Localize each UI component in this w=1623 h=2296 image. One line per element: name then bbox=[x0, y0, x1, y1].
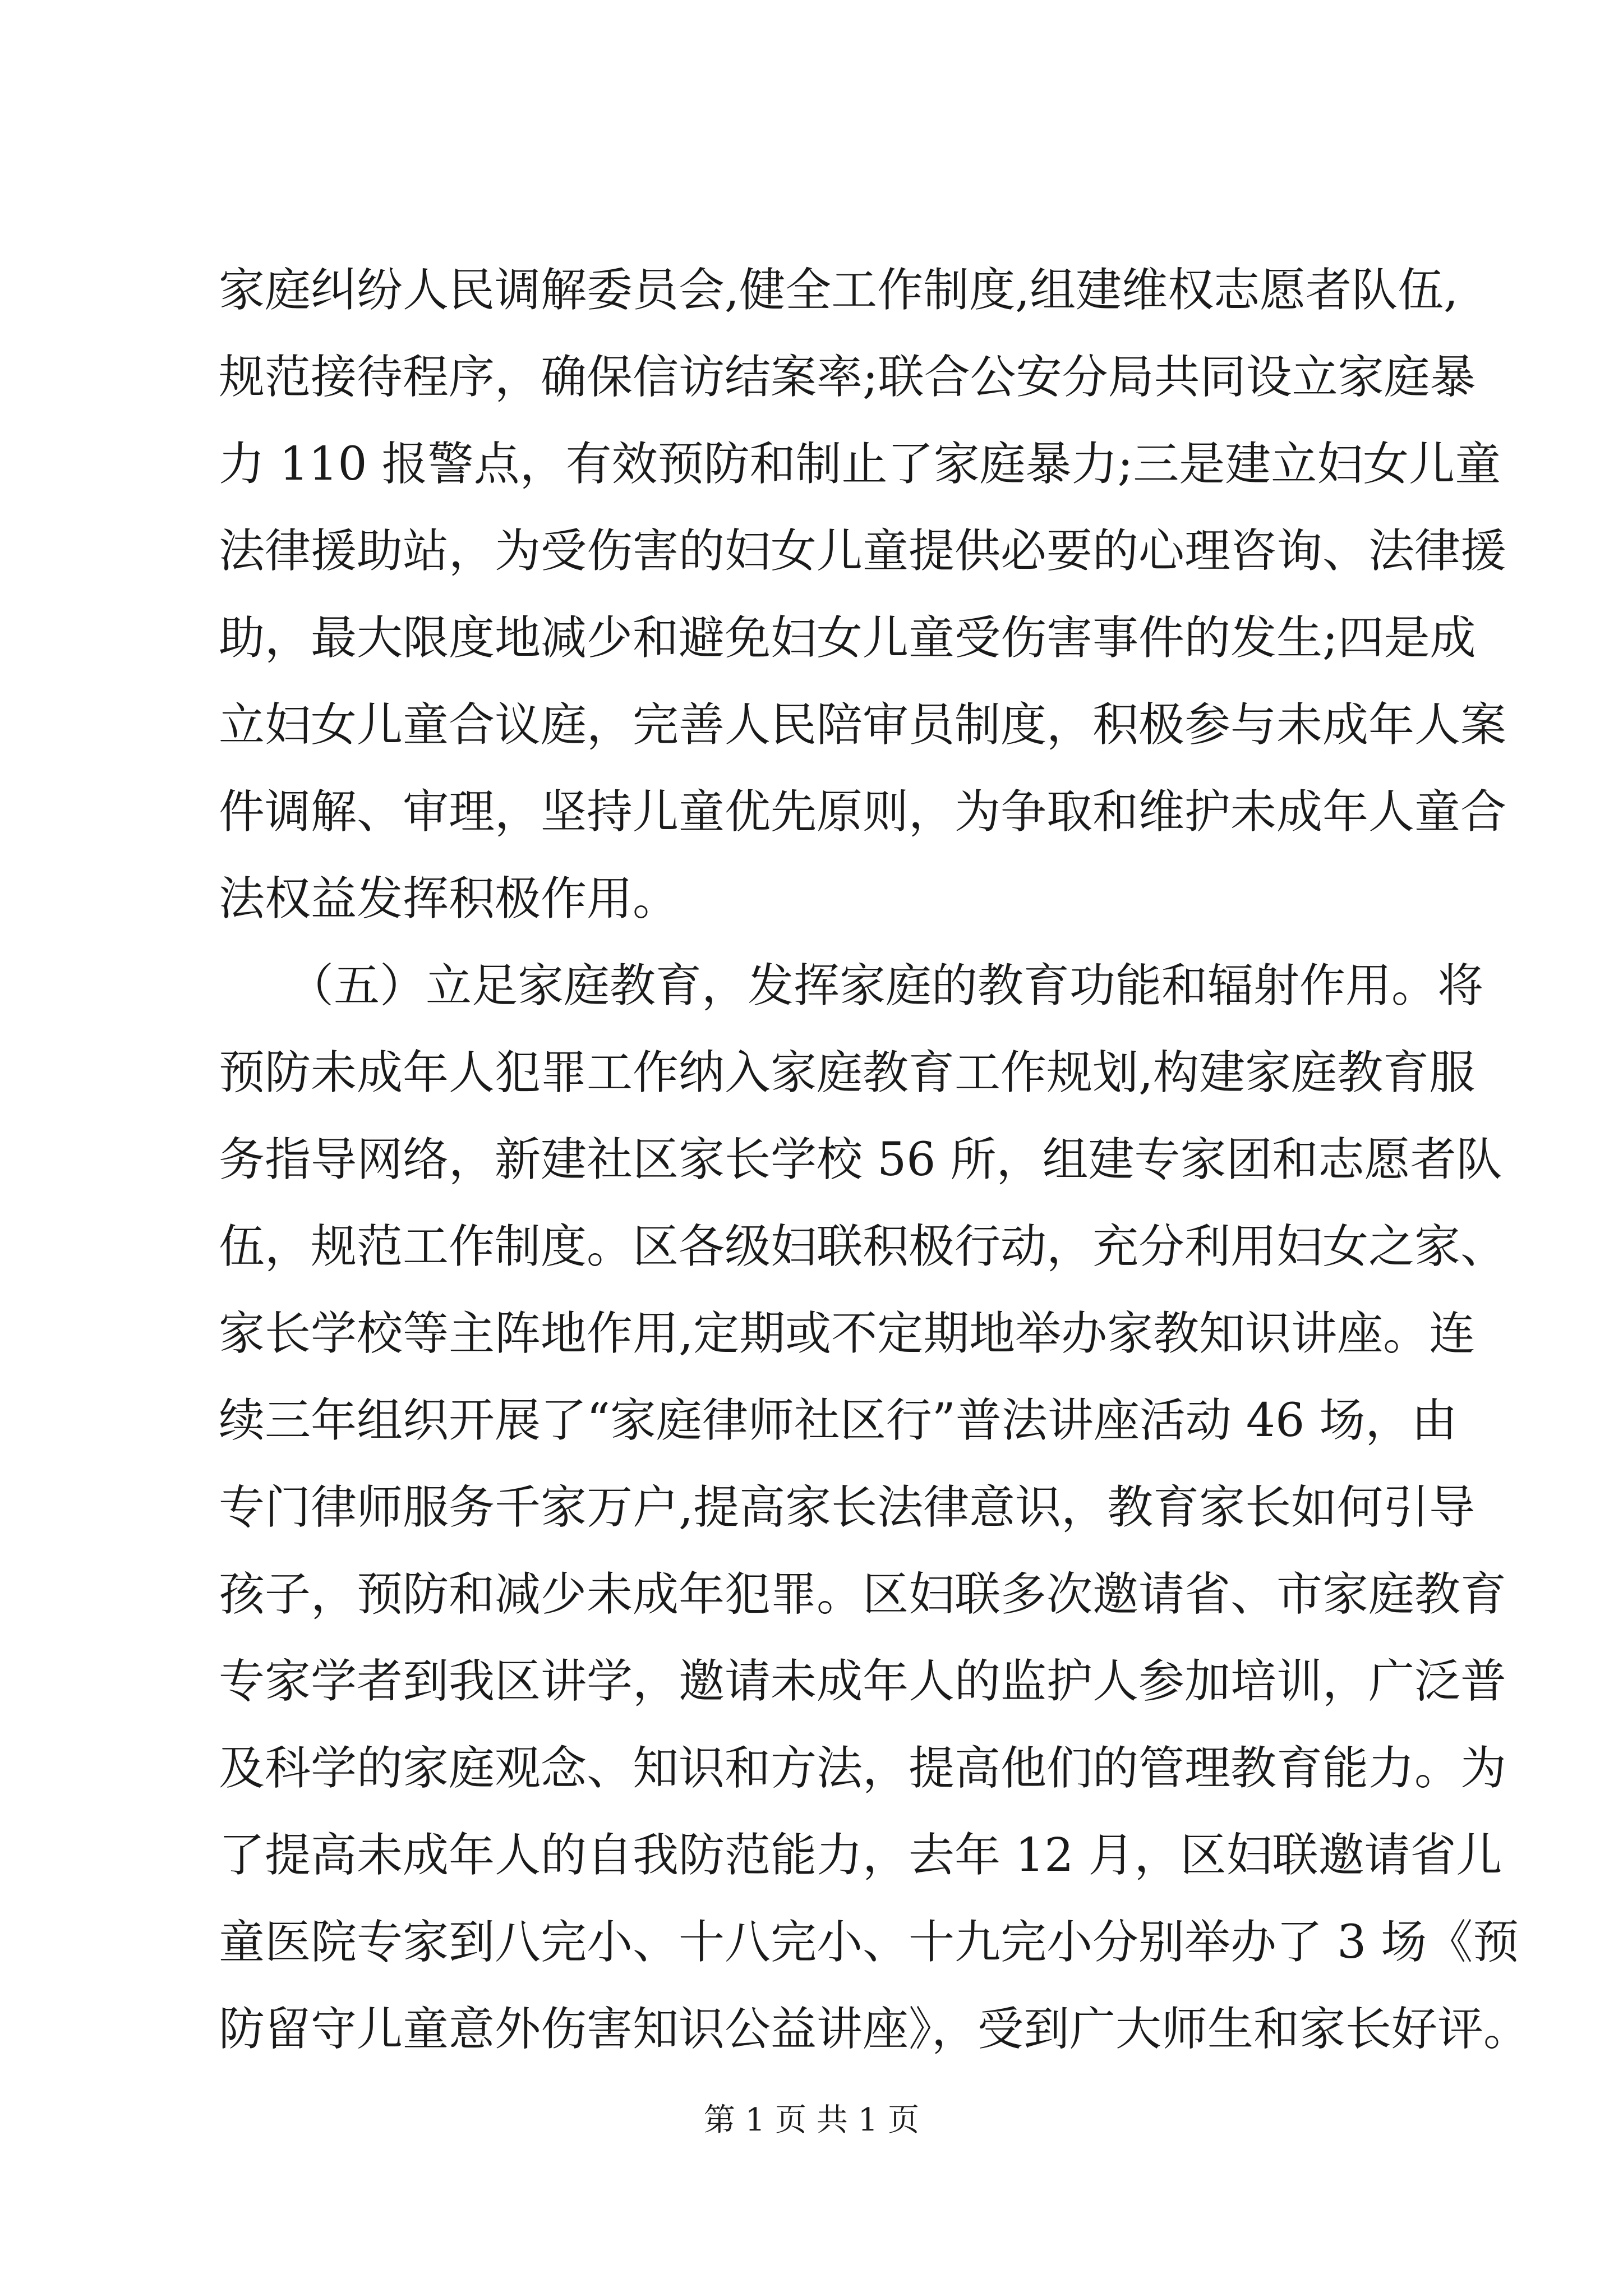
text-line: 立妇女儿童合议庭，完善人民陪审员制度，积极参与未成年人案 bbox=[219, 698, 1507, 752]
text-line: 了提高未成年人的自我防范能力，去年 12 月，区妇联邀请省儿 bbox=[219, 1829, 1502, 1882]
text-line: 助，最大限度地减少和避免妇女儿童受伤害事件的发生;四是成 bbox=[219, 611, 1476, 665]
text-line: 力 110 报警点，有效预防和制止了家庭暴力;三是建立妇女儿童 bbox=[219, 438, 1501, 491]
text-line: 家庭纠纷人民调解委员会,健全工作制度,组建维权志愿者队伍, bbox=[219, 264, 1459, 317]
text-line: 法权益发挥积极作用。 bbox=[219, 872, 679, 926]
text-line: 预防未成年人犯罪工作纳入家庭教育工作规划,构建家庭教育服 bbox=[219, 1046, 1476, 1099]
text-line: （五）立足家庭教育，发挥家庭的教育功能和辐射作用。将 bbox=[219, 959, 1484, 1013]
text-line: 专家学者到我区讲学，邀请未成年人的监护人参加培训，广泛普 bbox=[219, 1655, 1507, 1708]
text-line: 家长学校等主阵地作用,定期或不定期地举办家教知识讲座。连 bbox=[219, 1307, 1476, 1360]
text-line: 防留守儿童意外伤害知识公益讲座》，受到广大师生和家长好评。 bbox=[219, 2003, 1530, 2056]
text-line: 伍，规范工作制度。区各级妇联积极行动，充分利用妇女之家、 bbox=[219, 1220, 1507, 1273]
text-line: 件调解、审理，坚持儿童优先原则，为争取和维护未成年人童合 bbox=[219, 785, 1507, 839]
text-line: 续三年组织开展了“家庭律师社区行”普法讲座活动 46 场，由 bbox=[219, 1394, 1458, 1447]
paragraph-1 bbox=[219, 247, 1507, 942]
page-footer: 第 1 页 共 1 页 bbox=[703, 2102, 920, 2138]
text-line: 及科学的家庭观念、知识和方法，提高他们的管理教育能力。为 bbox=[219, 1742, 1507, 1795]
text-line: 规范接待程序，确保信访结案率;联合公安分局共同设立家庭暴 bbox=[219, 351, 1476, 404]
text-line: 孩子，预防和减少未成年犯罪。区妇联多次邀请省、市家庭教育 bbox=[219, 1568, 1507, 1621]
text-line: 童医院专家到八完小、十八完小、十九完小分别举办了 3 场《预 bbox=[219, 1916, 1519, 1969]
paragraph-2 bbox=[219, 942, 1530, 2073]
text-line: 务指导网络，新建社区家长学校 56 所，组建专家团和志愿者队 bbox=[219, 1133, 1502, 1186]
text-line: 法律援助站，为受伤害的妇女儿童提供必要的心理咨询、法律援 bbox=[219, 524, 1507, 578]
document-body bbox=[219, 247, 1530, 2073]
text-line: 专门律师服务千家万户,提高家长法律意识，教育家长如何引导 bbox=[219, 1481, 1476, 1534]
